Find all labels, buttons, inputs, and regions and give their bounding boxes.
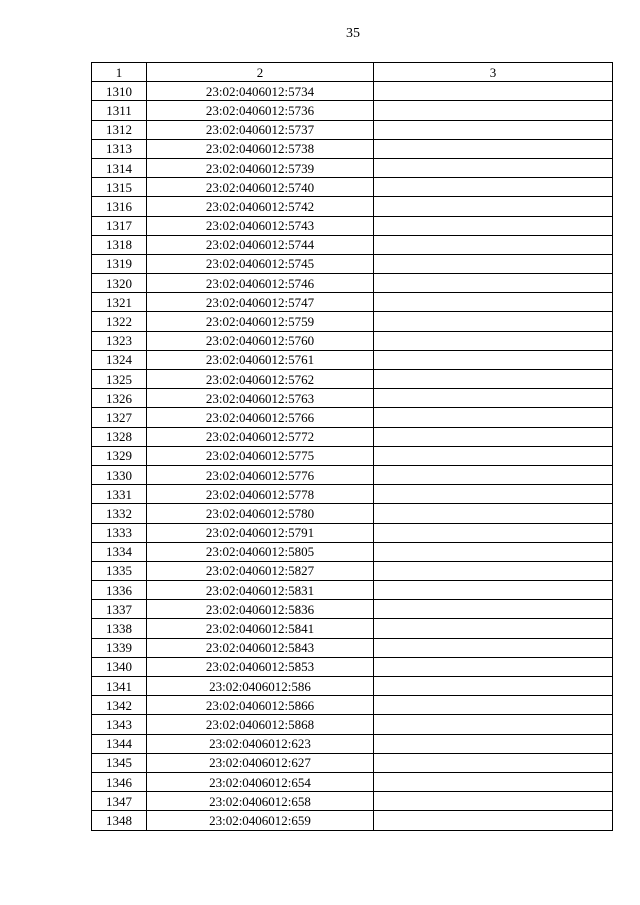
column-header-1: 1 bbox=[92, 63, 147, 82]
row-note bbox=[374, 82, 613, 101]
table-row bbox=[92, 465, 613, 484]
row-note bbox=[374, 657, 613, 676]
row-note bbox=[374, 504, 613, 523]
cadastral-number: 23:02:0406012:5868 bbox=[147, 715, 374, 734]
table-row bbox=[92, 581, 613, 600]
row-number: 1324 bbox=[92, 350, 147, 369]
row-number: 1329 bbox=[92, 446, 147, 465]
row-note bbox=[374, 427, 613, 446]
cadastral-number: 23:02:0406012:5739 bbox=[147, 158, 374, 177]
table-row bbox=[92, 446, 613, 465]
cadastral-number: 23:02:0406012:5836 bbox=[147, 600, 374, 619]
row-note bbox=[374, 254, 613, 273]
row-number: 1315 bbox=[92, 178, 147, 197]
row-note bbox=[374, 293, 613, 312]
row-note bbox=[374, 274, 613, 293]
table-row bbox=[92, 753, 613, 772]
table-row bbox=[92, 677, 613, 696]
table-row bbox=[92, 734, 613, 753]
table-row bbox=[92, 427, 613, 446]
row-note bbox=[374, 734, 613, 753]
row-number: 1336 bbox=[92, 581, 147, 600]
row-number: 1326 bbox=[92, 389, 147, 408]
table-row bbox=[92, 274, 613, 293]
cadastral-number: 23:02:0406012:5746 bbox=[147, 274, 374, 293]
row-note bbox=[374, 370, 613, 389]
table-row bbox=[92, 312, 613, 331]
row-number: 1344 bbox=[92, 734, 147, 753]
table-row bbox=[92, 811, 613, 830]
table-row bbox=[92, 523, 613, 542]
row-note bbox=[374, 677, 613, 696]
cadastral-number: 23:02:0406012:5775 bbox=[147, 446, 374, 465]
row-note bbox=[374, 312, 613, 331]
column-header-2: 2 bbox=[147, 63, 374, 82]
cadastral-number: 23:02:0406012:5734 bbox=[147, 82, 374, 101]
table-row bbox=[92, 657, 613, 676]
table-row bbox=[92, 235, 613, 254]
table-row bbox=[92, 772, 613, 791]
row-number: 1342 bbox=[92, 696, 147, 715]
table-row bbox=[92, 715, 613, 734]
row-number: 1321 bbox=[92, 293, 147, 312]
row-number: 1330 bbox=[92, 465, 147, 484]
cadastral-number: 23:02:0406012:5747 bbox=[147, 293, 374, 312]
table-row bbox=[92, 101, 613, 120]
table-row bbox=[92, 216, 613, 235]
row-note bbox=[374, 446, 613, 465]
row-note bbox=[374, 581, 613, 600]
row-number: 1325 bbox=[92, 370, 147, 389]
table-row bbox=[92, 696, 613, 715]
row-number: 1328 bbox=[92, 427, 147, 446]
row-number: 1314 bbox=[92, 158, 147, 177]
row-number: 1316 bbox=[92, 197, 147, 216]
row-number: 1332 bbox=[92, 504, 147, 523]
row-number: 1340 bbox=[92, 657, 147, 676]
cadastral-number: 23:02:0406012:5766 bbox=[147, 408, 374, 427]
table-row bbox=[92, 600, 613, 619]
row-note bbox=[374, 542, 613, 561]
cadastral-number: 23:02:0406012:5738 bbox=[147, 139, 374, 158]
cadastral-number: 23:02:0406012:5866 bbox=[147, 696, 374, 715]
row-note bbox=[374, 216, 613, 235]
cadastral-number: 23:02:0406012:5776 bbox=[147, 465, 374, 484]
row-note bbox=[374, 139, 613, 158]
row-number: 1317 bbox=[92, 216, 147, 235]
row-note bbox=[374, 696, 613, 715]
table-row bbox=[92, 485, 613, 504]
row-number: 1310 bbox=[92, 82, 147, 101]
row-note bbox=[374, 561, 613, 580]
row-number: 1333 bbox=[92, 523, 147, 542]
row-number: 1327 bbox=[92, 408, 147, 427]
table-row bbox=[92, 350, 613, 369]
row-number: 1312 bbox=[92, 120, 147, 139]
cadastral-number: 23:02:0406012:5736 bbox=[147, 101, 374, 120]
row-note bbox=[374, 792, 613, 811]
column-header-3: 3 bbox=[374, 63, 613, 82]
cadastral-number: 23:02:0406012:654 bbox=[147, 772, 374, 791]
cadastral-number: 23:02:0406012:5841 bbox=[147, 619, 374, 638]
row-note bbox=[374, 235, 613, 254]
row-note bbox=[374, 331, 613, 350]
cadastral-number: 23:02:0406012:658 bbox=[147, 792, 374, 811]
table-row bbox=[92, 638, 613, 657]
row-note bbox=[374, 101, 613, 120]
row-note bbox=[374, 158, 613, 177]
row-number: 1348 bbox=[92, 811, 147, 830]
row-number: 1323 bbox=[92, 331, 147, 350]
table-row bbox=[92, 178, 613, 197]
cadastral-number: 23:02:0406012:5760 bbox=[147, 331, 374, 350]
cadastral-number: 23:02:0406012:5737 bbox=[147, 120, 374, 139]
cadastral-number: 23:02:0406012:5742 bbox=[147, 197, 374, 216]
page-number: 35 bbox=[346, 26, 360, 41]
table-row bbox=[92, 82, 613, 101]
row-number: 1343 bbox=[92, 715, 147, 734]
cadastral-number: 23:02:0406012:623 bbox=[147, 734, 374, 753]
row-number: 1341 bbox=[92, 677, 147, 696]
table-row bbox=[92, 504, 613, 523]
row-note bbox=[374, 523, 613, 542]
cadastral-number: 23:02:0406012:5843 bbox=[147, 638, 374, 657]
table-row bbox=[92, 561, 613, 580]
row-note bbox=[374, 638, 613, 657]
row-note bbox=[374, 715, 613, 734]
row-number: 1339 bbox=[92, 638, 147, 657]
cadastral-number: 23:02:0406012:5780 bbox=[147, 504, 374, 523]
cadastral-number: 23:02:0406012:5778 bbox=[147, 485, 374, 504]
cadastral-number: 23:02:0406012:5853 bbox=[147, 657, 374, 676]
table-row bbox=[92, 792, 613, 811]
cadastral-number: 23:02:0406012:5805 bbox=[147, 542, 374, 561]
row-number: 1337 bbox=[92, 600, 147, 619]
row-number: 1338 bbox=[92, 619, 147, 638]
table-row bbox=[92, 370, 613, 389]
row-note bbox=[374, 753, 613, 772]
cadastral-number: 23:02:0406012:5744 bbox=[147, 235, 374, 254]
table-row bbox=[92, 389, 613, 408]
table-row bbox=[92, 542, 613, 561]
row-note bbox=[374, 619, 613, 638]
table-row bbox=[92, 139, 613, 158]
row-note bbox=[374, 772, 613, 791]
row-number: 1334 bbox=[92, 542, 147, 561]
row-number: 1313 bbox=[92, 139, 147, 158]
table-row bbox=[92, 254, 613, 273]
table-row bbox=[92, 293, 613, 312]
table-row bbox=[92, 619, 613, 638]
row-note bbox=[374, 389, 613, 408]
cadastral-number: 23:02:0406012:5791 bbox=[147, 523, 374, 542]
row-note bbox=[374, 350, 613, 369]
cadastral-number: 23:02:0406012:5831 bbox=[147, 581, 374, 600]
row-number: 1322 bbox=[92, 312, 147, 331]
row-note bbox=[374, 485, 613, 504]
table-row bbox=[92, 331, 613, 350]
row-number: 1335 bbox=[92, 561, 147, 580]
table-header-row bbox=[92, 63, 613, 82]
cadastral-number: 23:02:0406012:659 bbox=[147, 811, 374, 830]
table-row bbox=[92, 120, 613, 139]
row-note bbox=[374, 120, 613, 139]
table-body bbox=[92, 82, 613, 830]
row-number: 1311 bbox=[92, 101, 147, 120]
cadastral-number: 23:02:0406012:5827 bbox=[147, 561, 374, 580]
cadastral-number: 23:02:0406012:5740 bbox=[147, 178, 374, 197]
cadastral-number: 23:02:0406012:5772 bbox=[147, 427, 374, 446]
row-note bbox=[374, 197, 613, 216]
table-row bbox=[92, 158, 613, 177]
row-number: 1347 bbox=[92, 792, 147, 811]
cadastral-number: 23:02:0406012:5762 bbox=[147, 370, 374, 389]
table-row bbox=[92, 408, 613, 427]
table-row bbox=[92, 197, 613, 216]
cadastral-number: 23:02:0406012:5745 bbox=[147, 254, 374, 273]
row-note bbox=[374, 465, 613, 484]
row-note bbox=[374, 811, 613, 830]
row-note bbox=[374, 408, 613, 427]
cadastral-number: 23:02:0406012:5743 bbox=[147, 216, 374, 235]
cadastral-number: 23:02:0406012:5763 bbox=[147, 389, 374, 408]
cadastral-number: 23:02:0406012:586 bbox=[147, 677, 374, 696]
row-number: 1331 bbox=[92, 485, 147, 504]
row-number: 1345 bbox=[92, 753, 147, 772]
row-number: 1318 bbox=[92, 235, 147, 254]
row-note bbox=[374, 178, 613, 197]
cadastral-number: 23:02:0406012:5759 bbox=[147, 312, 374, 331]
cadastral-number: 23:02:0406012:627 bbox=[147, 753, 374, 772]
row-number: 1319 bbox=[92, 254, 147, 273]
cadastral-number: 23:02:0406012:5761 bbox=[147, 350, 374, 369]
row-number: 1320 bbox=[92, 274, 147, 293]
cadastral-register-table bbox=[91, 62, 613, 831]
row-note bbox=[374, 600, 613, 619]
row-number: 1346 bbox=[92, 772, 147, 791]
